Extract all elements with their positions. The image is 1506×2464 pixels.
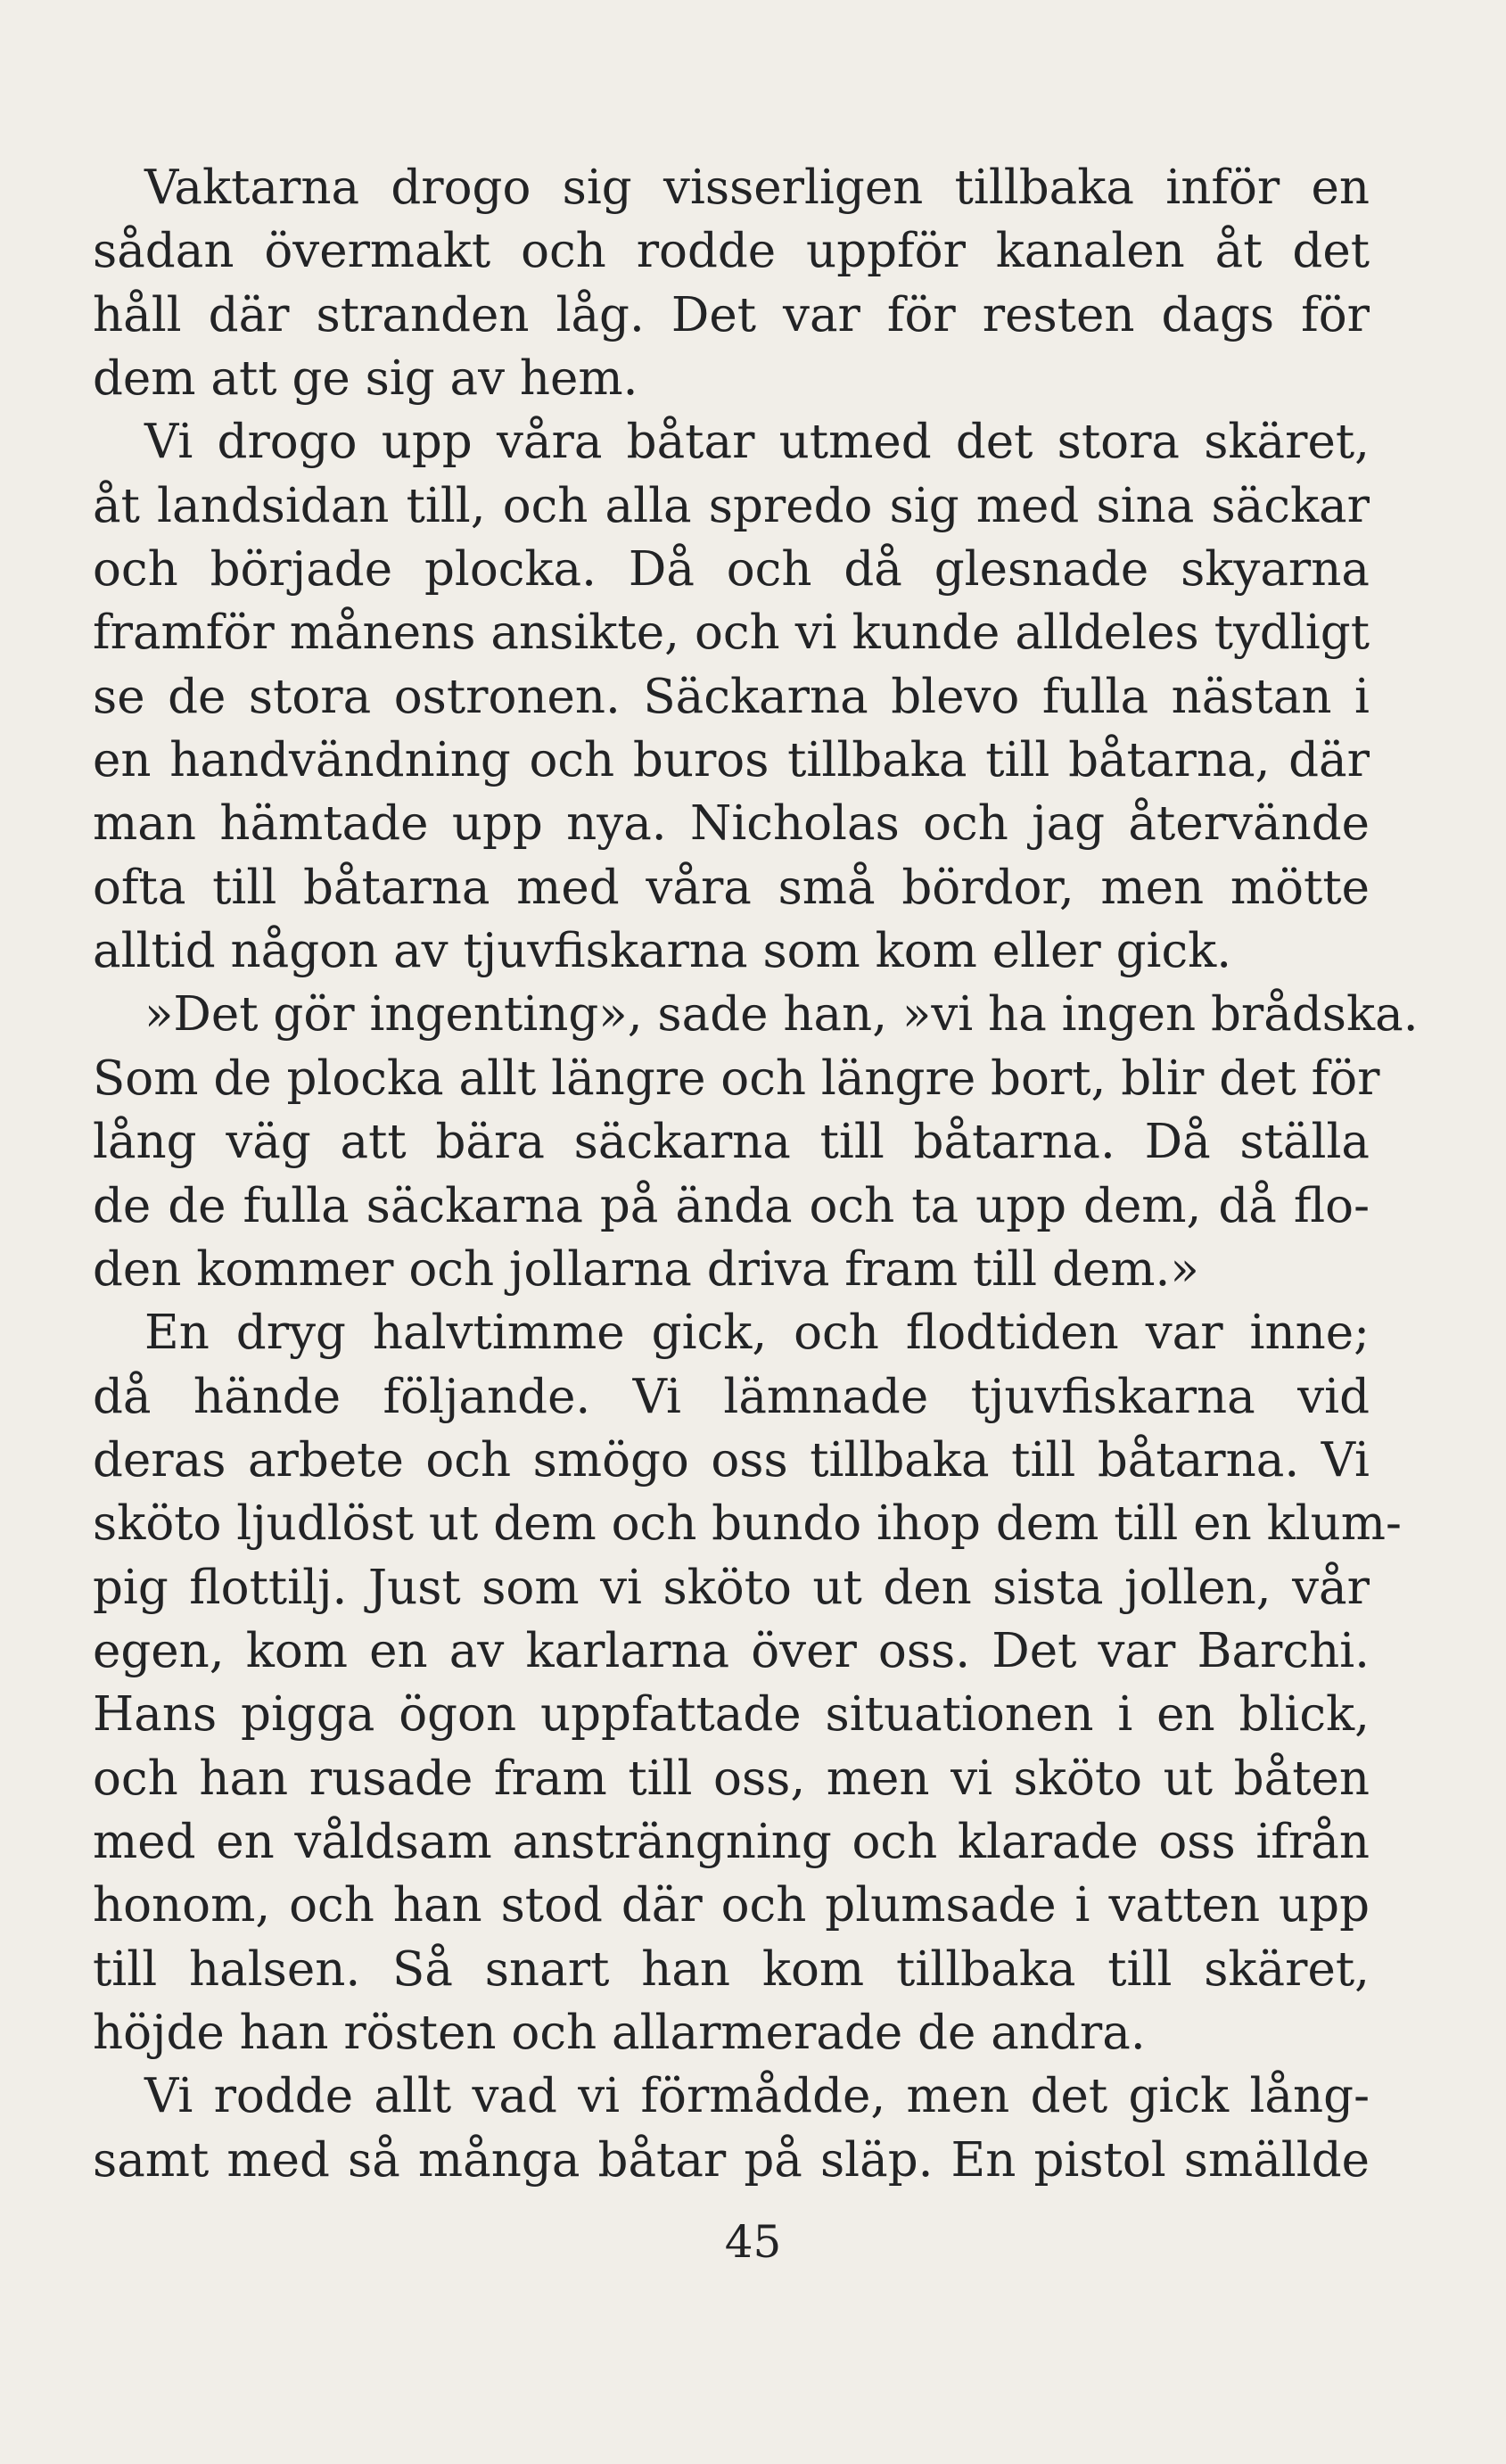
text-line: honom, och han stod där och plumsade i vatten upp [93, 1878, 1370, 1933]
text-line: åt landsidan till, och alla spredo sig med sina säckar [93, 478, 1370, 533]
text-line: till halsen. Så snart han kom tillbaka till skäret, [93, 1941, 1370, 1997]
text-line: med en våldsam ansträngning och klarade oss ifrån [93, 1814, 1370, 1869]
text-line: Vi rodde allt vad vi förmådde, men det gick lång- [144, 2069, 1370, 2124]
text-line: egen, kom en av karlarna över oss. Det var Barchi. [93, 1623, 1370, 1678]
text-line: de de fulla säckarna på ända och ta upp dem, då flo- [93, 1178, 1370, 1233]
text-line: dem att ge sig av hem. [93, 351, 638, 407]
text-line: »Det gör ingenting», sade han, »vi ha ingen brådska. [144, 987, 1419, 1042]
text-line: En dryg halvtimme gick, och flodtiden var inne; [144, 1306, 1370, 1361]
text-line: Hans pigga ögon uppfattade situationen i en blick, [93, 1687, 1370, 1743]
page-number: 45 [724, 2216, 782, 2268]
text-line: och började plocka. Då och då glesnade skyarna [93, 542, 1370, 597]
text-line: Vaktarna drogo sig visserligen tillbaka inför en [144, 161, 1370, 215]
text-line: man hämtade upp nya. Nicholas och jag återvände [93, 796, 1370, 852]
text-line: se de stora ostronen. Säckarna blevo fulla nästan i [93, 669, 1370, 724]
text-line: och han rusade fram till oss, men vi sköto ut båten [93, 1751, 1370, 1806]
text-line: håll där stranden låg. Det var för resten dags för [93, 287, 1370, 342]
text-line: deras arbete och smögo oss tillbaka till båtarna. Vi [93, 1432, 1370, 1487]
text-line: den kommer och jollarna driva fram till dem.» [93, 1241, 1199, 1297]
text-line: framför månens ansikte, och vi kunde alldeles tydligt [93, 606, 1370, 661]
text-line: ofta till båtarna med våra små bördor, men mötte [93, 860, 1370, 915]
text-line: Som de plocka allt längre och längre bort, blir det för [93, 1051, 1380, 1106]
text-line: sköto ljudlöst ut dem och bundo ihop dem till en klum- [93, 1496, 1402, 1552]
text-line: pig flottilj. Just som vi sköto ut den sista jollen, vår [93, 1560, 1370, 1615]
text-line: höjde han rösten och allarmerade de andra. [93, 2005, 1146, 2060]
text-line: då hände följande. Vi lämnade tjuvfiskarna vid [93, 1369, 1370, 1424]
text-line: en handvändning och buros tillbaka till båtarna, där [93, 733, 1370, 788]
body-text [93, 156, 1419, 2192]
text-line: alltid någon av tjuvfiskarna som kom eller gick. [93, 924, 1232, 979]
text-line: lång väg att bära säckarna till båtarna. Då ställa [93, 1115, 1370, 1170]
text-line: sådan övermakt och rodde uppför kanalen åt det [93, 224, 1370, 279]
text-line: Vi drogo upp våra båtar utmed det stora skäret, [144, 415, 1370, 470]
text-line: samt med så många båtar på släp. En pistol smällde [93, 2132, 1370, 2188]
